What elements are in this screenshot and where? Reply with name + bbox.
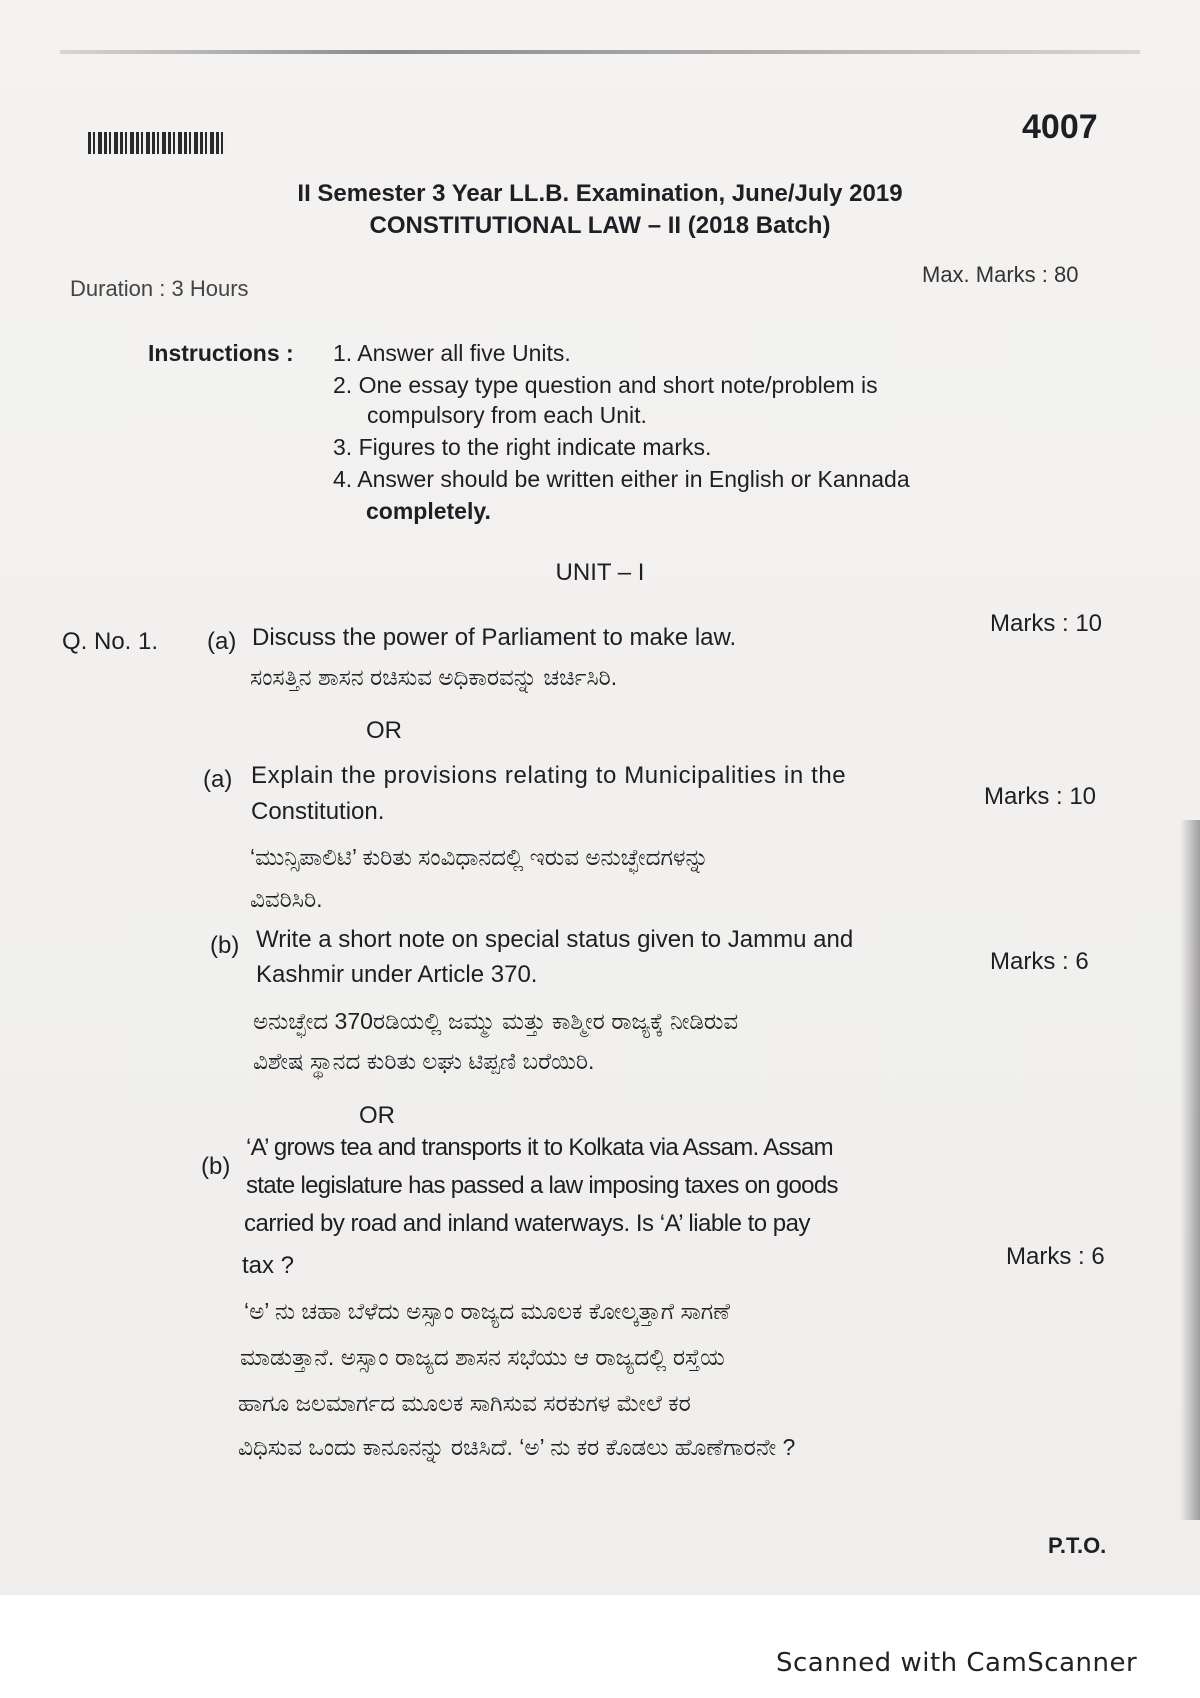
- q1b-kannada-2: ವಿಶೇಷ ಸ್ಥಾನದ ಕುರಿತು ಲಘು ಟಿಪ್ಪಣಿ ಬರೆಯಿರಿ.: [253, 1048, 595, 1074]
- scanner-watermark: Scanned with CamScanner: [776, 1648, 1138, 1678]
- q1b-alt-text-4: tax ?: [242, 1252, 295, 1279]
- q1b-text-1: Write a short note on special status given to Jammu and: [256, 926, 854, 953]
- duration: Duration : 3 Hours: [70, 276, 249, 301]
- q1b-alt-kannada-3: ಹಾಗೂ ಜಲಮಾರ್ಗದ ಮೂಲಕ ಸಾಗಿಸುವ ಸರಕುಗಳ ಮೇಲೆ ಕರ: [238, 1390, 691, 1416]
- q1a-alt-kannada-1: ‘ಮುನ್ಸಿಪಾಲಿಟಿ’ ಕುರಿತು ಸಂವಿಧಾನದಲ್ಲಿ ಇರುವ ಅನುಚ್ಛೇದಗಳನ್ನು: [250, 844, 709, 870]
- q1b-alt-kannada-2: ಮಾಡುತ್ತಾನೆ. ಅಸ್ಸಾಂ ರಾಜ್ಯದ ಶಾಸನ ಸಭೆಯು ಆ ರಾಜ್ಯದಲ್ಲಿ ರಸ್ತೆಯ: [240, 1344, 725, 1370]
- barcode: [88, 132, 226, 154]
- question-number: Q. No. 1.: [62, 628, 159, 655]
- q1b-label: (b): [210, 932, 240, 959]
- q1a-alt-text-2: Constitution.: [251, 798, 385, 825]
- instruction-4: 4. Answer should be written either in English or Kannada: [333, 466, 910, 492]
- q1b-text-2: Kashmir under Article 370.: [256, 961, 538, 988]
- or-separator-2: OR: [359, 1102, 395, 1129]
- or-separator-1: OR: [366, 717, 402, 744]
- q1a-text: Discuss the power of Parliament to make law.: [252, 624, 737, 651]
- q1a-alt-label: (a): [203, 766, 233, 793]
- instruction-1: 1. Answer all five Units.: [333, 340, 571, 366]
- q1b-kannada-1: ಅನುಚ್ಛೇದ 370ರಡಿಯಲ್ಲಿ ಜಮ್ಮು ಮತ್ತು ಕಾಶ್ಮೀರ ರಾಜ್ಯಕ್ಕೆ ನೀಡಿರುವ: [253, 1008, 739, 1034]
- q1b-alt-text-1: ‘A’ grows tea and transports it to Kolkata via Assam. Assam: [246, 1134, 833, 1161]
- exam-title: II Semester 3 Year LL.B. Examination, June/July 2019: [297, 180, 903, 207]
- q1a-alt-marks: Marks : 10: [984, 783, 1097, 810]
- page-shadow: [1180, 820, 1200, 1520]
- q1b-alt-marks: Marks : 6: [1006, 1243, 1105, 1270]
- scan-margin: [0, 1595, 1200, 1698]
- instruction-3: 3. Figures to the right indicate marks.: [333, 434, 712, 460]
- instructions-label: Instructions :: [148, 340, 294, 366]
- q1b-marks: Marks : 6: [990, 948, 1089, 975]
- paper-code: 4007: [1022, 108, 1098, 146]
- max-marks: Max. Marks : 80: [922, 262, 1079, 287]
- q1a-kannada: ಸಂಸತ್ತಿನ ಶಾಸನ ರಚಿಸುವ ಅಧಿಕಾರವನ್ನು ಚರ್ಚಿಸಿರಿ.: [250, 664, 618, 690]
- instruction-2-cont: compulsory from each Unit.: [367, 402, 647, 428]
- q1a-label: (a): [207, 628, 237, 655]
- q1b-alt-text-2: state legislature has passed a law imposing taxes on goods: [246, 1172, 838, 1199]
- q1b-alt-kannada-1: ‘ಅ’ ನು ಚಹಾ ಬೆಳೆದು ಅಸ್ಸಾಂ ರಾಜ್ಯದ ಮೂಲಕ ಕೋಲ್ಕತ್ತಾಗೆ ಸಾಗಣೆ: [244, 1298, 730, 1324]
- q1b-alt-kannada-4: ವಿಧಿಸುವ ಒಂದು ಕಾನೂನನ್ನು ರಚಿಸಿದೆ. ‘ಅ’ ನು ಕರ ಕೊಡಲು ಹೊಣೆಗಾರನೇ ?: [238, 1434, 796, 1460]
- instruction-2: 2. One essay type question and short note/problem is: [333, 372, 878, 398]
- q1b-alt-label: (b): [201, 1153, 231, 1180]
- subject-title: CONSTITUTIONAL LAW – II (2018 Batch): [369, 212, 831, 239]
- unit-heading: UNIT – I: [555, 559, 645, 586]
- q1b-alt-text-3: carried by road and inland waterways. Is ‘A’ liable to pay: [244, 1210, 810, 1237]
- q1a-alt-text-1: Explain the provisions relating to Municipalities in the: [251, 762, 847, 789]
- instruction-4-cont: completely.: [366, 498, 491, 524]
- page-top-edge: [60, 50, 1140, 54]
- q1a-marks: Marks : 10: [990, 610, 1103, 637]
- pto: P.T.O.: [1048, 1533, 1107, 1558]
- q1a-alt-kannada-2: ವಿವರಿಸಿರಿ.: [250, 886, 323, 912]
